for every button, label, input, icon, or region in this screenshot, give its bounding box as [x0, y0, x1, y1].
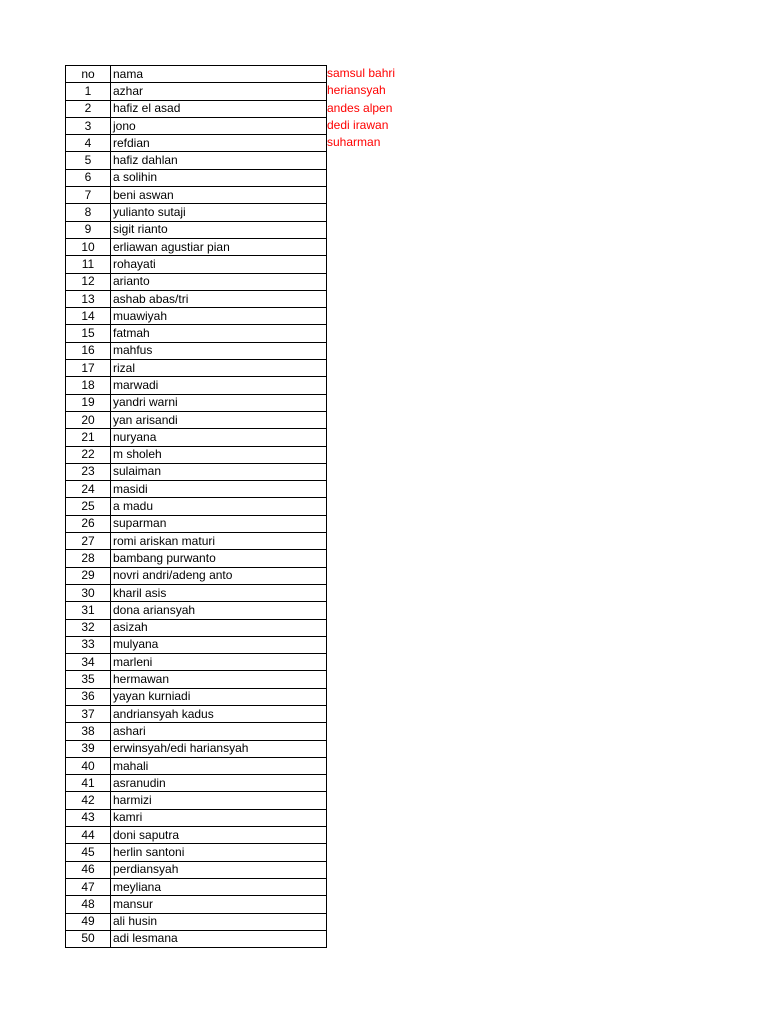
- cell-nama: a madu: [111, 498, 327, 515]
- cell-no: 48: [66, 896, 111, 913]
- table-row: [66, 740, 327, 757]
- cell-no: 37: [66, 705, 111, 722]
- cell-no: 4: [66, 135, 111, 152]
- cell-no: 17: [66, 360, 111, 377]
- cell-nama: erwinsyah/edi hariansyah: [111, 740, 327, 757]
- cell-no: 45: [66, 844, 111, 861]
- cell-nama: refdian: [111, 135, 327, 152]
- table-row: [66, 256, 327, 273]
- table-row: [66, 654, 327, 671]
- cell-no: 3: [66, 117, 111, 134]
- cell-nama: hafiz el asad: [111, 100, 327, 117]
- cell-no: 36: [66, 688, 111, 705]
- table-row: [66, 360, 327, 377]
- table-row: [66, 325, 327, 342]
- table-row: [66, 671, 327, 688]
- table-row: [66, 757, 327, 774]
- cell-no: 50: [66, 930, 111, 947]
- cell-nama: doni saputra: [111, 827, 327, 844]
- cell-nama: a solihin: [111, 169, 327, 186]
- cell-no: 35: [66, 671, 111, 688]
- table-row: [66, 290, 327, 307]
- table-row: [66, 550, 327, 567]
- table-row: [66, 342, 327, 359]
- side-name-item: heriansyah: [327, 83, 386, 98]
- cell-nama: nuryana: [111, 429, 327, 446]
- cell-no: 9: [66, 221, 111, 238]
- cell-nama: arianto: [111, 273, 327, 290]
- table-row: [66, 688, 327, 705]
- cell-nama: romi ariskan maturi: [111, 533, 327, 550]
- cell-no: 21: [66, 429, 111, 446]
- cell-no: 14: [66, 308, 111, 325]
- cell-nama: beni aswan: [111, 187, 327, 204]
- cell-no: 31: [66, 602, 111, 619]
- cell-nama: hafiz dahlan: [111, 152, 327, 169]
- cell-nama: yandri warni: [111, 394, 327, 411]
- cell-no: 18: [66, 377, 111, 394]
- cell-no: 8: [66, 204, 111, 221]
- cell-nama: m sholeh: [111, 446, 327, 463]
- cell-nama: harmizi: [111, 792, 327, 809]
- cell-no: 28: [66, 550, 111, 567]
- cell-no: 46: [66, 861, 111, 878]
- cell-nama: kamri: [111, 809, 327, 826]
- cell-no: 27: [66, 533, 111, 550]
- cell-no: 19: [66, 394, 111, 411]
- table-row: [66, 792, 327, 809]
- table-row: [66, 446, 327, 463]
- table-row: [66, 844, 327, 861]
- table-row: [66, 429, 327, 446]
- cell-no: 20: [66, 411, 111, 428]
- cell-no: 44: [66, 827, 111, 844]
- table-row: [66, 705, 327, 722]
- cell-nama: suparman: [111, 515, 327, 532]
- cell-nama: yayan kurniadi: [111, 688, 327, 705]
- cell-no: 41: [66, 775, 111, 792]
- cell-nama: asizah: [111, 619, 327, 636]
- cell-no: 38: [66, 723, 111, 740]
- table-row: [66, 100, 327, 117]
- cell-nama: mulyana: [111, 636, 327, 653]
- table-row: [66, 498, 327, 515]
- cell-nama: jono: [111, 117, 327, 134]
- cell-nama: ashab abas/tri: [111, 290, 327, 307]
- side-name-item: samsul bahri: [327, 66, 396, 80]
- table-row: [66, 913, 327, 930]
- cell-no: 22: [66, 446, 111, 463]
- table-row: [66, 481, 327, 498]
- table-row: [66, 827, 327, 844]
- table-row: [66, 273, 327, 290]
- cell-nama: perdiansyah: [111, 861, 327, 878]
- table-row: [66, 636, 327, 653]
- cell-no: 25: [66, 498, 111, 515]
- table-row: [66, 533, 327, 550]
- cell-nama: sigit rianto: [111, 221, 327, 238]
- cell-no: 15: [66, 325, 111, 342]
- cell-nama: azhar: [111, 83, 327, 100]
- cell-nama: marwadi: [111, 377, 327, 394]
- header-nama: nama: [111, 66, 327, 83]
- table-row: [66, 515, 327, 532]
- table-row: [66, 584, 327, 601]
- cell-no: 13: [66, 290, 111, 307]
- table-row: [66, 377, 327, 394]
- cell-nama: adi lesmana: [111, 930, 327, 947]
- cell-nama: ashari: [111, 723, 327, 740]
- side-name-item: dedi irawan: [327, 117, 389, 132]
- cell-nama: marleni: [111, 654, 327, 671]
- cell-nama: hermawan: [111, 671, 327, 688]
- table-row: [66, 775, 327, 792]
- cell-no: 29: [66, 567, 111, 584]
- cell-no: 40: [66, 757, 111, 774]
- cell-nama: kharil asis: [111, 584, 327, 601]
- cell-no: 47: [66, 878, 111, 895]
- table-row: [66, 187, 327, 204]
- cell-nama: asranudin: [111, 775, 327, 792]
- cell-nama: mahfus: [111, 342, 327, 359]
- table-row: [66, 463, 327, 480]
- table-row: [66, 83, 327, 100]
- cell-nama: mahali: [111, 757, 327, 774]
- table-row: [66, 204, 327, 221]
- cell-no: 42: [66, 792, 111, 809]
- cell-nama: muawiyah: [111, 308, 327, 325]
- table-row: [66, 135, 327, 152]
- table-row: [66, 221, 327, 238]
- cell-no: 6: [66, 169, 111, 186]
- cell-no: 5: [66, 152, 111, 169]
- table-row: [66, 411, 327, 428]
- names-table: [65, 65, 327, 948]
- cell-no: 39: [66, 740, 111, 757]
- table-row: [66, 152, 327, 169]
- cell-no: 16: [66, 342, 111, 359]
- cell-nama: yulianto sutaji: [111, 204, 327, 221]
- table-row: [66, 602, 327, 619]
- table-row: [66, 567, 327, 584]
- cell-no: 12: [66, 273, 111, 290]
- cell-nama: dona ariansyah: [111, 602, 327, 619]
- table-row: [66, 723, 327, 740]
- table-body: [66, 83, 327, 948]
- cell-no: 7: [66, 187, 111, 204]
- cell-nama: yan arisandi: [111, 411, 327, 428]
- table-row: [66, 861, 327, 878]
- cell-no: 1: [66, 83, 111, 100]
- cell-nama: andriansyah kadus: [111, 705, 327, 722]
- cell-nama: mansur: [111, 896, 327, 913]
- cell-nama: sulaiman: [111, 463, 327, 480]
- cell-no: 32: [66, 619, 111, 636]
- side-name-item: andes alpen: [327, 100, 393, 115]
- cell-no: 43: [66, 809, 111, 826]
- cell-no: 49: [66, 913, 111, 930]
- cell-nama: ali husin: [111, 913, 327, 930]
- table-header-row: [66, 66, 327, 83]
- table-row: [66, 619, 327, 636]
- table-row: [66, 238, 327, 255]
- cell-nama: meyliana: [111, 878, 327, 895]
- cell-no: 34: [66, 654, 111, 671]
- cell-no: 2: [66, 100, 111, 117]
- cell-nama: herlin santoni: [111, 844, 327, 861]
- cell-nama: novri andri/adeng anto: [111, 567, 327, 584]
- cell-no: 24: [66, 481, 111, 498]
- cell-no: 10: [66, 238, 111, 255]
- table-row: [66, 809, 327, 826]
- cell-nama: rohayati: [111, 256, 327, 273]
- table-row: [66, 117, 327, 134]
- table-row: [66, 878, 327, 895]
- table-row: [66, 169, 327, 186]
- cell-no: 33: [66, 636, 111, 653]
- cell-nama: fatmah: [111, 325, 327, 342]
- cell-nama: bambang purwanto: [111, 550, 327, 567]
- table-row: [66, 896, 327, 913]
- side-names-list: [327, 65, 395, 151]
- table-row: [66, 394, 327, 411]
- cell-nama: rizal: [111, 360, 327, 377]
- table-row: [66, 930, 327, 947]
- side-name-item: suharman: [327, 135, 381, 150]
- header-no: no: [66, 66, 111, 83]
- cell-nama: erliawan agustiar pian: [111, 238, 327, 255]
- cell-no: 11: [66, 256, 111, 273]
- cell-no: 23: [66, 463, 111, 480]
- cell-no: 26: [66, 515, 111, 532]
- cell-no: 30: [66, 584, 111, 601]
- table-row: [66, 308, 327, 325]
- cell-nama: masidi: [111, 481, 327, 498]
